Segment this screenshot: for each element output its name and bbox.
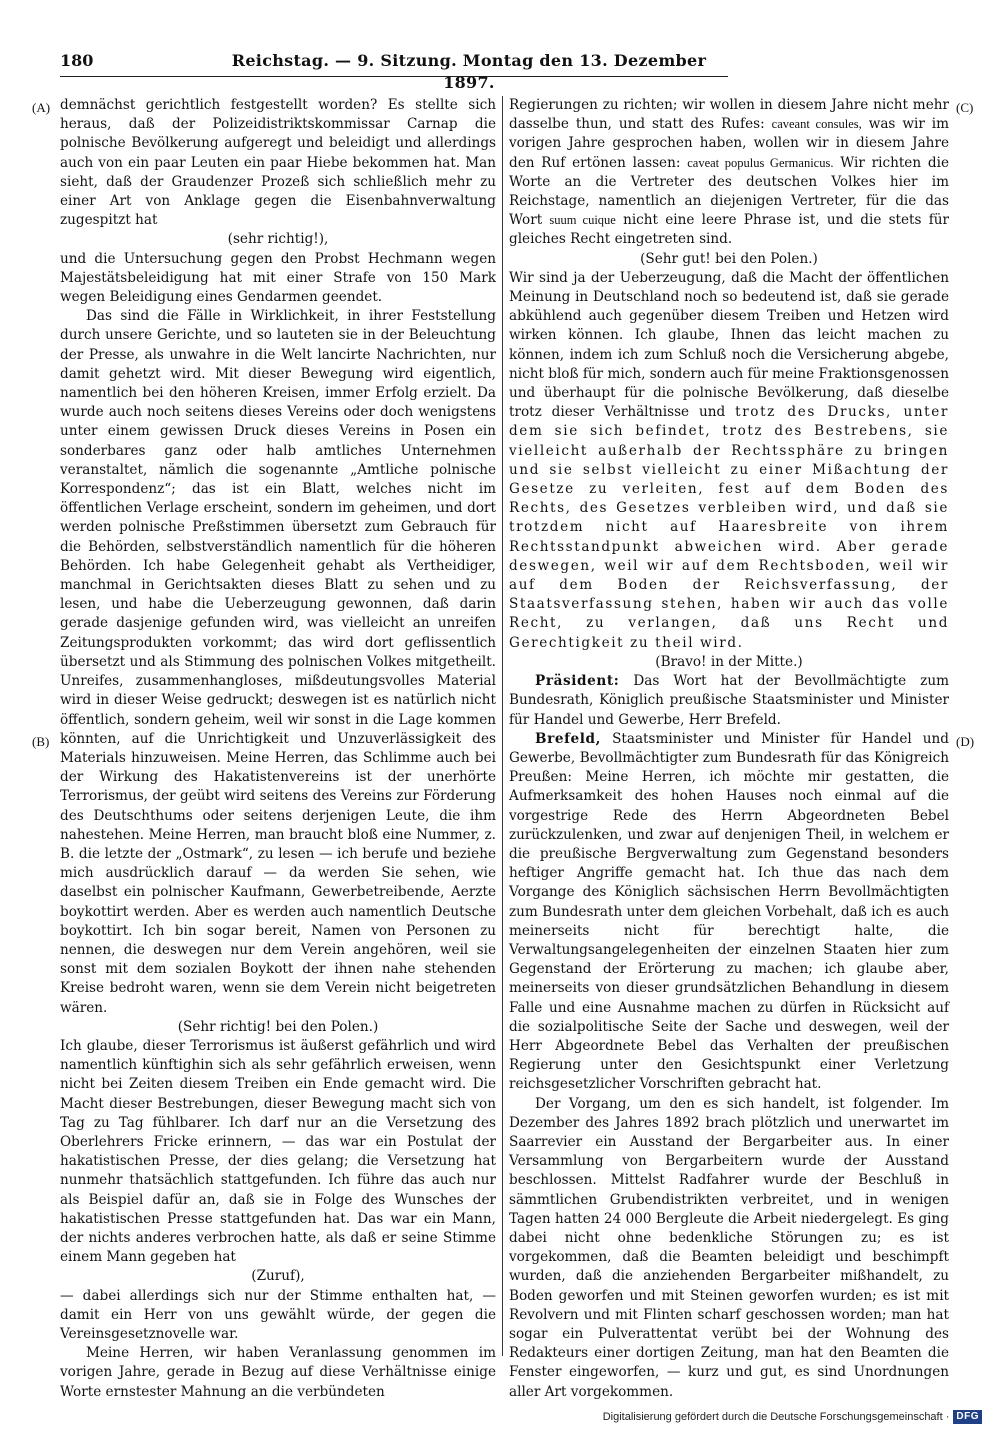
- footer-credit: Digitalisierung gefördert durch die Deutsche Forschungsgemeinschaft ·: [602, 1411, 950, 1423]
- right-column: [509, 96, 949, 1402]
- margin-marker-d: (D): [956, 734, 975, 749]
- interjection: (Bravo! in der Mitte.): [655, 653, 803, 670]
- paragraph: — dabei allerdings sich nur der Stimme enthalten hat, — damit ein Herr von uns gewählt würde, der gegen die Vereinsgesetznovelle war.: [60, 1287, 496, 1342]
- speaker-name: Brefeld,: [535, 730, 601, 747]
- page-number: 180: [60, 51, 94, 70]
- interjection: (sehr richtig!),: [227, 231, 329, 248]
- paragraph: Der Vorgang, um den es sich handelt, ist folgender. Im Dezember des Jahres 1892 brach plötzlich und unerwartet im Saarrevier ein Ausstand der Bergarbeiter aus. In einer Versammlung von Bergarbeitern wurde der Ausstand beschlossen. Mittelst Radfahrer wurde der Beschluß in sämmtlichen Grubendistrikten verbreitet, und in wenigen Tagen hatten 24 000 Bergleute die Arbeit niedergelegt. Es ging dabei nicht ohne bedenkliche Störungen zu; es ist vorgekommen, daß die Beamten beleidigt und beschimpft wurden, daß die anziehenden Bergarbeiter mißhandelt, zu Boden geworfen und mit Steinen geworfen wurden; es ist mit Revolvern und mit Flinten scharf geschossen worden; man hat sogar ein Pulverattentat verübt bei der Wohnung des Redakteurs einer dortigen Zeitung, man hat den Beamten die Fenster eingeworfen, — kurz und gut, es sind Unordnungen aller Art vorgekommen.: [509, 1095, 949, 1400]
- page-header: [60, 50, 728, 92]
- paragraph: Meine Herren, wir haben Veranlassung genommen im vorigen Jahre, gerade in Bezug auf diese Verhältnisse einige Worte ernstester Mahnung an die verbündeten: [60, 1345, 496, 1400]
- running-title: Reichstag. — 9. Sitzung. Montag den 13. Dezember 1897.: [231, 51, 707, 92]
- margin-marker-c: (C): [956, 100, 974, 115]
- interjection: (Sehr richtig! bei den Polen.): [177, 1018, 379, 1035]
- paragraph: Regierungen zu richten; wir wollen in diesem Jahre nicht mehr dasselbe thun, und statt des Rufes: caveant consules, was wir im vorigen Jahre gesprochen haben, wollen wir in diesem Jahre den Ruf ertönen lassen: caveat populus Germanicus. Wir richten die Worte an die Vertreter des deutschen Volkes hier im Reichstage, namentlich an diejenigen Vertreter, für die das Wort suum cuique nicht eine leere Phrase ist, und die stets für gleiches Recht eingetreten sind.: [509, 97, 950, 248]
- interjection: (Sehr gut! bei den Polen.): [640, 250, 818, 267]
- dfg-logo: DFG: [953, 1410, 982, 1424]
- footer: [603, 1410, 982, 1424]
- speaker-paragraph: Präsident: Das Wort hat der Bevollmächtigte zum Bundesrath, Königlich preußische Staatsminister und Minister für Handel und Gewerbe, Herr Brefeld.: [509, 673, 949, 728]
- column-divider: [502, 96, 503, 1356]
- paragraph: Wir sind ja der Ueberzeugung, daß die Macht der öffentlichen Meinung in Deutschland noch so bedeutend ist, daß sie gerade abkühlend auch gegenüber diesem Treiben und Hetzen wird wirken können. Ich glaube, Ihnen das leicht machen zu können, indem ich zum Schluß noch die Versicherung abgebe, nicht bloß für mich, sondern auch für meine Fraktionsgenossen und überhaupt für die polnische Bevölkerung, daß dieselbe trotz dieser Verhältnisse und trotz des Drucks, unter dem sie sich befindet, trotz des Bestrebens, sie vielleicht außerhalb der Rechtssphäre zu bringen und sie selbst vielleicht zu einer Mißachtung der Gesetze zu verleiten, fest auf dem Boden des Rechts, des Gesetzes verbleiben wird, und daß sie trotzdem nicht auf Haaresbreite von ihrem Rechtsstandpunkt abweichen wird. Aber gerade deswegen, weil wir auf dem Rechtsboden, weil wir auf dem Boden der Reichsverfassung, der Staatsverfassung stehen, haben wir auch das volle Recht, zu verlangen, daß uns Recht und Gerechtigkeit zu theil wird.: [509, 269, 949, 651]
- interjection: (Zuruf),: [251, 1268, 305, 1285]
- margin-marker-a: (A): [32, 100, 51, 115]
- speaker-name: Präsident:: [535, 673, 620, 690]
- paragraph: demnächst gerichtlich festgestellt worden? Es stellte sich heraus, daß der Polizeidistriktskommissar Carnap die polnische Bevölkerung aufgeregt und beleidigt und allerdings auch von ein paar Leuten ein paar Hiebe bekommen hat. Man sieht, daß der Graudenzer Prozeß sich schließlich mehr zu einer Art von Anklage gegen die Eisenbahnverwaltung zugespitzt hat: [60, 97, 496, 229]
- speaker-paragraph: Brefeld, Staatsminister und Minister für Handel und Gewerbe, Bevollmächtigter zum Bundesrath für das Königreich Preußen: Meine Herren, ich möchte mir gestatten, die Aufmerksamkeit des hohen Hauses noch einmal auf die vorgestrige Rede des Herrn Abgeordneten Bebel zurückzulenken, und zwar auf denjenigen Theil, in welchem er die preußische Bergverwaltung zum Gegenstand besonders heftiger Angriffe gemacht hat. Ich thue das nach dem Vorgange des Königlich sächsischen Herrn Bevollmächtigten zum Bundesrath unter dem gleichen Vorbehalt, daß ich es auch meinerseits nicht für berechtigt halte, die Verwaltungsangelegenheiten der einzelnen Staaten hier zum Gegenstand der Erörterung zu machen; ich glaube aber, meinerseits von dieser grundsätzlichen Behandlung in diesem Falle und eine Ausnahme machen zu dürfen in Rücksicht auf die sozialpolitische Seite der Sache und deswegen, weil der Herr Abgeordnete Bebel das Verhalten der preußischen Regierung unter den Gesichtspunkt einer Verletzung reichsgesetzlicher Vorschriften gebracht hat.: [509, 730, 950, 1093]
- margin-marker-b: (B): [32, 734, 50, 749]
- paragraph: Das sind die Fälle in Wirklichkeit, in ihrer Feststellung durch unsere Gerichte, und so lauteten sie in der Beleuchtung der Presse, als unwahre in die Welt lancirte Nachrichten, nur damit gehetzt wird. Mit dieser Bewegung wird eigentlich, namentlich bei den höheren Kreisen, immer Erfolg erzielt. Da wurde auch noch seitens dieses Vereins oder doch wenigstens unter einem gewissen Druck dieses Vereins in Posen ein sonderbares ganz oder halb amtliches Unternehmen veranstaltet, nämlich die sogenannte „Amtliche polnische Korrespondenz“; das ist ein Blatt, welches nicht im öffentlichen Verlage erscheint, sondern im geheimen, und dort werden polnische Preßstimmen übersetzt zum Gebrauch für die Behörden, selbstverständlich namentlich für die höheren Behörden. Ich habe Gelegenheit gehabt als Vertheidiger, manchmal in Gerichtsakten dieses Blatt zu sehen und zu lesen, und habe die Ueberzeugung gewonnen, daß darin gerade dasjenige gefunden wird, was vielleicht an unreifen Zeitungsprodukten vorkommt; das wird dort geflissentlich übersetzt und als Stimmung des polnischen Volkes mitgetheilt. Unreifes, zusammenhangloses, mißdeutungsvolles Material wird in dieser Weise gedruckt; deswegen ist es natürlich nicht öffentlich, sondern geheim, weil wir sonst in die Lage kommen könnten, auf die Unrichtigkeit und Unzuverlässigkeit des Materials hinzuweisen. Meine Herren, das Schlimme auch bei der Wirkung des Hakatistenvereins ist der unerhörte Terrorismus, der geübt wird seitens des Vereins zur Förderung des Deutschthums oder seitens derjenigen Leute, die ihm nahestehen. Meine Herren, man braucht bloß eine Nummer, z. B. die letzte der „Ostmark“, zu lesen — ich berufe und beziehe mich ausdrücklich darauf — da werden Sie sehen, wie daselbst ein polnischer Kaufmann, Gewerbetreibende, Aerzte boykottirt werden. Aber es werden auch namentlich Deutsche boykottirt. Ich bin sogar bereit, Namen von Personen zu nennen, die deswegen nur dem Verein angehören, weil sie sonst mit dem sozialen Boykott der ihnen nahe stehenden Kreise bedroht waren, wenn sie dem Verein nicht beigetreten wären.: [60, 308, 496, 1016]
- left-column: [60, 96, 496, 1402]
- paragraph: und die Untersuchung gegen den Probst Hechmann wegen Majestätsbeleidigung hat mit einer Strafe von 150 Mark wegen Beleidigung eines Gendarmen geendet.: [60, 250, 496, 306]
- paragraph: Ich glaube, dieser Terrorismus ist äußerst gefährlich und wird namentlich künftighin sich als sehr gefährlich erweisen, wenn nicht bei Zeiten diesem Treiben ein Ende gemacht wird. Die Macht dieser Bestrebungen, dieser Bewegung macht sich von Tag zu Tag fühlbarer. Ich darf nur an die Versetzung des Oberlehrers Fricke erinnern, — das war ein Postulat der hakatistischen Presse, der dies gelang; die Versetzung hat nunmehr thatsächlich stattgefunden. Ich führe das auch nur als Beispiel dafür an, daß sie in Folge des Wunsches der hakatistischen Presse stattgefunden hat. Das war ein Mann, der nichts anderes verbrochen hatte, als daß er seine Stimme einem Mann gegeben hat: [60, 1037, 496, 1266]
